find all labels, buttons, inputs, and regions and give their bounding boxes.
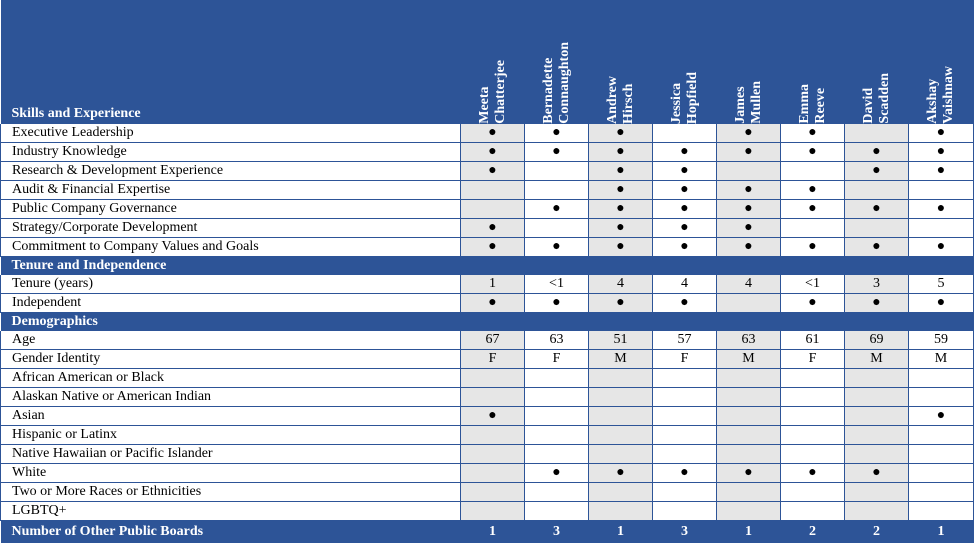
table-cell bbox=[781, 502, 845, 521]
director-name bbox=[797, 57, 829, 124]
table-cell bbox=[653, 124, 717, 143]
table-cell: ● bbox=[909, 143, 974, 162]
table-cell bbox=[845, 483, 909, 502]
table-cell bbox=[781, 388, 845, 407]
director-last-name: Hopfield bbox=[684, 71, 700, 124]
table-cell bbox=[909, 388, 974, 407]
section-title: Demographics bbox=[1, 313, 974, 332]
director-name bbox=[925, 39, 957, 124]
table-cell bbox=[717, 426, 781, 445]
table-cell bbox=[589, 445, 653, 464]
table-cell: F bbox=[781, 350, 845, 369]
table-cell bbox=[653, 426, 717, 445]
table-cell: 63 bbox=[717, 331, 781, 350]
footer-value: 3 bbox=[525, 521, 589, 544]
table-cell: 3 bbox=[845, 275, 909, 294]
table-cell bbox=[461, 464, 525, 483]
table-cell: ● bbox=[461, 162, 525, 181]
director-name bbox=[541, 15, 573, 124]
table-cell bbox=[653, 407, 717, 426]
table-cell: 4 bbox=[717, 275, 781, 294]
director-first-name: Jessica bbox=[668, 82, 684, 124]
table-cell bbox=[845, 124, 909, 143]
director-last-name: Vaishnaw bbox=[941, 66, 956, 124]
row-label: Asian bbox=[1, 407, 461, 426]
table-cell: F bbox=[461, 350, 525, 369]
table-row bbox=[1, 124, 974, 143]
table-cell bbox=[909, 426, 974, 445]
table-cell: ● bbox=[909, 162, 974, 181]
table-cell: ● bbox=[845, 294, 909, 313]
table-cell: ● bbox=[781, 238, 845, 257]
director-first-name: Meeta bbox=[476, 86, 492, 124]
director-last-name: Hirsch bbox=[620, 83, 636, 124]
table-row bbox=[1, 181, 974, 200]
table-row bbox=[1, 407, 974, 426]
director-last-name: Chatterjee bbox=[492, 60, 508, 124]
table-cell: ● bbox=[461, 143, 525, 162]
director-header bbox=[717, 0, 781, 124]
table-cell: ● bbox=[909, 407, 974, 426]
table-cell bbox=[525, 219, 589, 238]
table-cell: ● bbox=[525, 464, 589, 483]
table-cell: ● bbox=[717, 124, 781, 143]
director-name bbox=[669, 45, 701, 124]
table-cell: M bbox=[845, 350, 909, 369]
table-cell: 1 bbox=[461, 275, 525, 294]
table-cell bbox=[589, 388, 653, 407]
footer-value: 1 bbox=[461, 521, 525, 544]
table-cell: ● bbox=[845, 200, 909, 219]
table-cell bbox=[653, 369, 717, 388]
row-label: Research & Development Experience bbox=[1, 162, 461, 181]
table-cell: M bbox=[717, 350, 781, 369]
table-cell: ● bbox=[589, 464, 653, 483]
table-cell bbox=[717, 388, 781, 407]
row-label: White bbox=[1, 464, 461, 483]
table-cell bbox=[717, 483, 781, 502]
table-cell: ● bbox=[717, 200, 781, 219]
table-cell: 59 bbox=[909, 331, 974, 350]
row-label: Tenure (years) bbox=[1, 275, 461, 294]
table-cell bbox=[525, 426, 589, 445]
table-row bbox=[1, 369, 974, 388]
table-cell bbox=[781, 483, 845, 502]
table-cell: ● bbox=[589, 124, 653, 143]
row-label: Independent bbox=[1, 294, 461, 313]
table-cell bbox=[717, 502, 781, 521]
table-cell: ● bbox=[717, 143, 781, 162]
footer-row bbox=[1, 521, 974, 544]
section-header-row bbox=[1, 257, 974, 276]
table-cell: ● bbox=[589, 181, 653, 200]
director-last-name: Reeve bbox=[812, 88, 828, 124]
table-cell: ● bbox=[589, 238, 653, 257]
director-header bbox=[653, 0, 717, 124]
row-label: Age bbox=[1, 331, 461, 350]
table-cell: ● bbox=[845, 143, 909, 162]
table-cell: ● bbox=[653, 219, 717, 238]
director-header bbox=[845, 0, 909, 124]
row-label: Audit & Financial Expertise bbox=[1, 181, 461, 200]
table-cell bbox=[717, 294, 781, 313]
table-cell bbox=[909, 502, 974, 521]
table-cell: ● bbox=[525, 294, 589, 313]
table-cell bbox=[461, 502, 525, 521]
table-cell bbox=[781, 219, 845, 238]
table-cell bbox=[845, 502, 909, 521]
table-cell bbox=[589, 502, 653, 521]
table-cell bbox=[845, 426, 909, 445]
table-cell bbox=[525, 181, 589, 200]
table-cell bbox=[525, 388, 589, 407]
table-cell: M bbox=[909, 350, 974, 369]
table-cell bbox=[589, 483, 653, 502]
director-first-name: Akshay bbox=[925, 78, 940, 124]
table-cell: F bbox=[525, 350, 589, 369]
table-row bbox=[1, 502, 974, 521]
table-cell bbox=[781, 407, 845, 426]
table-cell bbox=[845, 388, 909, 407]
table-cell: 5 bbox=[909, 275, 974, 294]
table-cell bbox=[525, 369, 589, 388]
table-cell: ● bbox=[781, 124, 845, 143]
table-cell bbox=[909, 483, 974, 502]
table-cell: ● bbox=[781, 200, 845, 219]
director-header bbox=[461, 0, 525, 124]
section-title: Skills and Experience bbox=[1, 0, 461, 124]
director-name bbox=[861, 46, 893, 124]
table-cell: ● bbox=[909, 294, 974, 313]
table-cell: ● bbox=[461, 294, 525, 313]
table-cell: 67 bbox=[461, 331, 525, 350]
row-label: Gender Identity bbox=[1, 350, 461, 369]
table-cell: ● bbox=[653, 294, 717, 313]
table-cell bbox=[781, 369, 845, 388]
table-cell: ● bbox=[589, 162, 653, 181]
table-cell bbox=[653, 388, 717, 407]
table-header-row bbox=[1, 0, 974, 124]
table-cell bbox=[653, 483, 717, 502]
director-name bbox=[477, 33, 509, 124]
footer-label: Number of Other Public Boards bbox=[1, 521, 461, 544]
table-cell: 51 bbox=[589, 331, 653, 350]
director-header bbox=[525, 0, 589, 124]
table-cell bbox=[717, 445, 781, 464]
director-last-name: Mullen bbox=[748, 81, 764, 124]
table-cell: ● bbox=[781, 181, 845, 200]
table-cell bbox=[845, 407, 909, 426]
table-cell: 4 bbox=[653, 275, 717, 294]
director-first-name: Bernadette bbox=[540, 57, 556, 124]
table-cell bbox=[909, 219, 974, 238]
table-cell: ● bbox=[717, 219, 781, 238]
table-cell: ● bbox=[525, 124, 589, 143]
table-row bbox=[1, 483, 974, 502]
table-cell: 69 bbox=[845, 331, 909, 350]
table-cell: ● bbox=[525, 200, 589, 219]
table-cell: ● bbox=[909, 238, 974, 257]
table-cell: ● bbox=[525, 143, 589, 162]
table-cell bbox=[461, 388, 525, 407]
table-cell bbox=[525, 483, 589, 502]
table-cell: ● bbox=[589, 143, 653, 162]
table-cell bbox=[845, 219, 909, 238]
table-row bbox=[1, 238, 974, 257]
director-last-name: Connaughton bbox=[556, 42, 572, 124]
row-label: Industry Knowledge bbox=[1, 143, 461, 162]
director-name bbox=[733, 54, 765, 124]
table-cell: F bbox=[653, 350, 717, 369]
director-header bbox=[781, 0, 845, 124]
table-cell bbox=[653, 502, 717, 521]
table-row bbox=[1, 143, 974, 162]
table-cell: ● bbox=[717, 464, 781, 483]
footer-value: 1 bbox=[909, 521, 974, 544]
table-cell: ● bbox=[653, 200, 717, 219]
table-cell bbox=[845, 181, 909, 200]
row-label: African American or Black bbox=[1, 369, 461, 388]
table-cell bbox=[461, 445, 525, 464]
table-cell: M bbox=[589, 350, 653, 369]
table-cell: ● bbox=[589, 219, 653, 238]
table-cell: ● bbox=[717, 181, 781, 200]
footer-value: 1 bbox=[717, 521, 781, 544]
table-cell bbox=[525, 502, 589, 521]
director-first-name: Emma bbox=[796, 84, 812, 124]
table-cell: <1 bbox=[781, 275, 845, 294]
table-cell: ● bbox=[589, 294, 653, 313]
table-row bbox=[1, 426, 974, 445]
table-cell: ● bbox=[909, 124, 974, 143]
section-title: Tenure and Independence bbox=[1, 257, 974, 276]
table-cell bbox=[461, 200, 525, 219]
row-label: Hispanic or Latinx bbox=[1, 426, 461, 445]
row-label: Two or More Races or Ethnicities bbox=[1, 483, 461, 502]
table-cell bbox=[653, 445, 717, 464]
director-first-name: James bbox=[732, 86, 748, 124]
footer-value: 2 bbox=[845, 521, 909, 544]
director-first-name: David bbox=[860, 88, 876, 124]
table-cell: 4 bbox=[589, 275, 653, 294]
table-row bbox=[1, 200, 974, 219]
table-cell: ● bbox=[461, 238, 525, 257]
table-cell bbox=[461, 426, 525, 445]
table-cell: ● bbox=[845, 238, 909, 257]
table-row bbox=[1, 445, 974, 464]
table-cell bbox=[461, 483, 525, 502]
director-name bbox=[605, 49, 637, 124]
table-cell bbox=[717, 369, 781, 388]
director-first-name: Andrew bbox=[604, 76, 620, 124]
table-cell: ● bbox=[461, 219, 525, 238]
table-cell: ● bbox=[589, 200, 653, 219]
table-row bbox=[1, 294, 974, 313]
footer-value: 2 bbox=[781, 521, 845, 544]
table-cell bbox=[525, 445, 589, 464]
table-row bbox=[1, 219, 974, 238]
table-row bbox=[1, 162, 974, 181]
director-last-name: Scadden bbox=[876, 73, 892, 124]
table-cell: <1 bbox=[525, 275, 589, 294]
table-row bbox=[1, 331, 974, 350]
table-cell bbox=[717, 407, 781, 426]
table-cell: ● bbox=[909, 200, 974, 219]
director-header bbox=[909, 0, 974, 124]
footer-value: 3 bbox=[653, 521, 717, 544]
footer-value: 1 bbox=[589, 521, 653, 544]
table-cell: ● bbox=[461, 407, 525, 426]
table-cell bbox=[909, 445, 974, 464]
table-cell: ● bbox=[653, 162, 717, 181]
row-label: Executive Leadership bbox=[1, 124, 461, 143]
table-cell bbox=[781, 162, 845, 181]
table-cell: ● bbox=[845, 464, 909, 483]
table-cell bbox=[589, 426, 653, 445]
table-cell bbox=[589, 369, 653, 388]
table-cell bbox=[461, 181, 525, 200]
row-label: Commitment to Company Values and Goals bbox=[1, 238, 461, 257]
table-cell bbox=[461, 369, 525, 388]
table-cell: ● bbox=[781, 294, 845, 313]
row-label: Native Hawaiian or Pacific Islander bbox=[1, 445, 461, 464]
table-cell bbox=[525, 407, 589, 426]
table-cell: ● bbox=[461, 124, 525, 143]
table-row bbox=[1, 388, 974, 407]
table-cell: ● bbox=[653, 238, 717, 257]
table-row bbox=[1, 464, 974, 483]
table-cell: 63 bbox=[525, 331, 589, 350]
table-cell bbox=[909, 369, 974, 388]
row-label: Alaskan Native or American Indian bbox=[1, 388, 461, 407]
table-cell: ● bbox=[653, 181, 717, 200]
table-cell: ● bbox=[845, 162, 909, 181]
table-cell: ● bbox=[653, 143, 717, 162]
table-cell bbox=[845, 369, 909, 388]
table-cell: ● bbox=[525, 238, 589, 257]
table-cell: ● bbox=[781, 464, 845, 483]
director-header bbox=[589, 0, 653, 124]
table-cell: 61 bbox=[781, 331, 845, 350]
table-cell bbox=[717, 162, 781, 181]
table-cell bbox=[909, 181, 974, 200]
table-cell: ● bbox=[781, 143, 845, 162]
row-label: LGBTQ+ bbox=[1, 502, 461, 521]
table-cell bbox=[589, 407, 653, 426]
table-cell bbox=[525, 162, 589, 181]
table-cell bbox=[781, 426, 845, 445]
table-cell: 57 bbox=[653, 331, 717, 350]
row-label: Strategy/Corporate Development bbox=[1, 219, 461, 238]
row-label: Public Company Governance bbox=[1, 200, 461, 219]
section-header-row bbox=[1, 313, 974, 332]
table-cell bbox=[845, 445, 909, 464]
table-cell bbox=[781, 445, 845, 464]
table-row bbox=[1, 350, 974, 369]
table-cell bbox=[909, 464, 974, 483]
table-cell: ● bbox=[717, 238, 781, 257]
table-row bbox=[1, 275, 974, 294]
table-cell: ● bbox=[653, 464, 717, 483]
